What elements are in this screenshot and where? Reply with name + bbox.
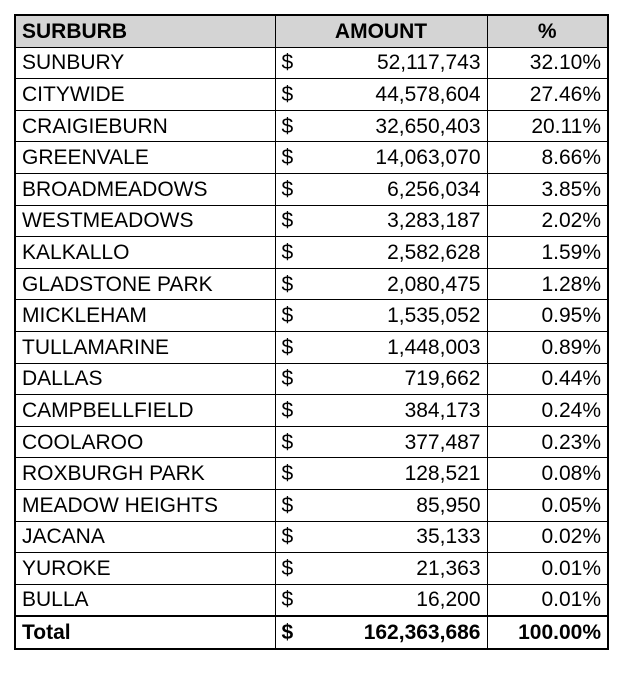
- suburb-cell: DALLAS: [15, 363, 275, 395]
- suburb-cell: MEADOW HEIGHTS: [15, 489, 275, 521]
- currency-symbol: $: [281, 335, 294, 359]
- table-row: [15, 268, 608, 300]
- table-row: [15, 110, 608, 142]
- amount-value: 85,950: [416, 493, 481, 517]
- total-percent: 100.00%: [487, 616, 608, 649]
- table-row: [15, 553, 608, 585]
- currency-symbol: $: [281, 209, 294, 233]
- amount-cell: [275, 205, 487, 237]
- percent-cell: 20.11%: [487, 110, 608, 142]
- amount-value: 377,487: [404, 430, 481, 454]
- currency-symbol: $: [281, 51, 294, 75]
- table-row: [15, 395, 608, 427]
- percent-cell: 32.10%: [487, 47, 608, 79]
- table-row: [15, 142, 608, 174]
- percent-cell: 0.95%: [487, 300, 608, 332]
- amount-cell: [275, 47, 487, 79]
- table-row: [15, 489, 608, 521]
- percent-cell: 0.05%: [487, 489, 608, 521]
- amount-cell: [275, 142, 487, 174]
- percent-cell: 0.44%: [487, 363, 608, 395]
- suburb-cell: MICKLEHAM: [15, 300, 275, 332]
- amount-value: 128,521: [404, 462, 481, 486]
- amount-cell: [275, 363, 487, 395]
- amount-value: 14,063,070: [375, 146, 481, 170]
- header-percent: %: [487, 15, 608, 47]
- amount-cell: [275, 300, 487, 332]
- amount-cell: [275, 584, 487, 616]
- amount-value: 1,535,052: [387, 304, 481, 328]
- currency-symbol: $: [281, 556, 294, 580]
- percent-cell: 0.01%: [487, 553, 608, 585]
- percent-cell: 3.85%: [487, 173, 608, 205]
- amount-value: 16,200: [416, 588, 481, 612]
- table-row: [15, 205, 608, 237]
- percent-cell: 0.01%: [487, 584, 608, 616]
- amount-cell: [275, 426, 487, 458]
- percent-cell: 1.59%: [487, 237, 608, 269]
- suburb-cell: YUROKE: [15, 553, 275, 585]
- amount-cell: [275, 395, 487, 427]
- table-row: [15, 79, 608, 111]
- suburb-cell: BROADMEADOWS: [15, 173, 275, 205]
- percent-cell: 2.02%: [487, 205, 608, 237]
- total-amount: 162,363,686: [363, 621, 481, 645]
- suburb-cell: TULLAMARINE: [15, 331, 275, 363]
- amount-value: 32,650,403: [375, 114, 481, 138]
- currency-symbol: $: [281, 82, 294, 106]
- suburb-cell: CITYWIDE: [15, 79, 275, 111]
- amount-cell: [275, 237, 487, 269]
- suburb-cell: BULLA: [15, 584, 275, 616]
- currency-symbol: $: [281, 177, 294, 201]
- suburb-cell: GLADSTONE PARK: [15, 268, 275, 300]
- amount-cell: [275, 173, 487, 205]
- amount-value: 1,448,003: [387, 335, 481, 359]
- currency-symbol: $: [281, 621, 294, 645]
- total-row: [15, 616, 608, 649]
- suburb-amount-table: [14, 14, 609, 650]
- table-row: [15, 426, 608, 458]
- table-row: [15, 237, 608, 269]
- amount-value: 35,133: [416, 525, 481, 549]
- percent-cell: 0.08%: [487, 458, 608, 490]
- amount-cell: [275, 268, 487, 300]
- table-row: [15, 363, 608, 395]
- total-amount-cell: [275, 616, 487, 649]
- currency-symbol: $: [281, 430, 294, 454]
- amount-cell: [275, 553, 487, 585]
- total-label: Total: [15, 616, 275, 649]
- currency-symbol: $: [281, 240, 294, 264]
- table-row: [15, 521, 608, 553]
- header-row: [15, 15, 608, 47]
- amount-cell: [275, 458, 487, 490]
- table-row: [15, 47, 608, 79]
- currency-symbol: $: [281, 525, 294, 549]
- amount-cell: [275, 331, 487, 363]
- currency-symbol: $: [281, 114, 294, 138]
- amount-value: 52,117,743: [376, 51, 481, 75]
- percent-cell: 8.66%: [487, 142, 608, 174]
- table-row: [15, 331, 608, 363]
- amount-value: 2,080,475: [387, 272, 481, 296]
- table-row: [15, 173, 608, 205]
- percent-cell: 0.24%: [487, 395, 608, 427]
- suburb-cell: ROXBURGH PARK: [15, 458, 275, 490]
- table-row: [15, 458, 608, 490]
- currency-symbol: $: [281, 146, 294, 170]
- amount-cell: [275, 521, 487, 553]
- currency-symbol: $: [281, 462, 294, 486]
- amount-value: 6,256,034: [387, 177, 481, 201]
- percent-cell: 0.02%: [487, 521, 608, 553]
- suburb-cell: WESTMEADOWS: [15, 205, 275, 237]
- table-body: [15, 47, 608, 616]
- amount-value: 2,582,628: [387, 240, 481, 264]
- percent-cell: 0.23%: [487, 426, 608, 458]
- currency-symbol: $: [281, 272, 294, 296]
- suburb-cell: SUNBURY: [15, 47, 275, 79]
- currency-symbol: $: [281, 588, 294, 612]
- currency-symbol: $: [281, 304, 294, 328]
- table-row: [15, 300, 608, 332]
- table-row: [15, 584, 608, 616]
- suburb-cell: JACANA: [15, 521, 275, 553]
- suburb-cell: CAMPBELLFIELD: [15, 395, 275, 427]
- amount-value: 3,283,187: [387, 209, 481, 233]
- amount-cell: [275, 489, 487, 521]
- suburb-cell: CRAIGIEBURN: [15, 110, 275, 142]
- suburb-cell: GREENVALE: [15, 142, 275, 174]
- currency-symbol: $: [281, 367, 294, 391]
- percent-cell: 27.46%: [487, 79, 608, 111]
- amount-cell: [275, 79, 487, 111]
- amount-value: 384,173: [404, 398, 481, 422]
- amount-cell: [275, 110, 487, 142]
- amount-value: 719,662: [404, 367, 481, 391]
- currency-symbol: $: [281, 398, 294, 422]
- amount-value: 44,578,604: [375, 82, 481, 106]
- amount-value: 21,363: [416, 556, 481, 580]
- percent-cell: 0.89%: [487, 331, 608, 363]
- percent-cell: 1.28%: [487, 268, 608, 300]
- suburb-cell: COOLAROO: [15, 426, 275, 458]
- header-amount: AMOUNT: [275, 15, 487, 47]
- currency-symbol: $: [281, 493, 294, 517]
- suburb-cell: KALKALLO: [15, 237, 275, 269]
- header-suburb: SURBURB: [15, 15, 275, 47]
